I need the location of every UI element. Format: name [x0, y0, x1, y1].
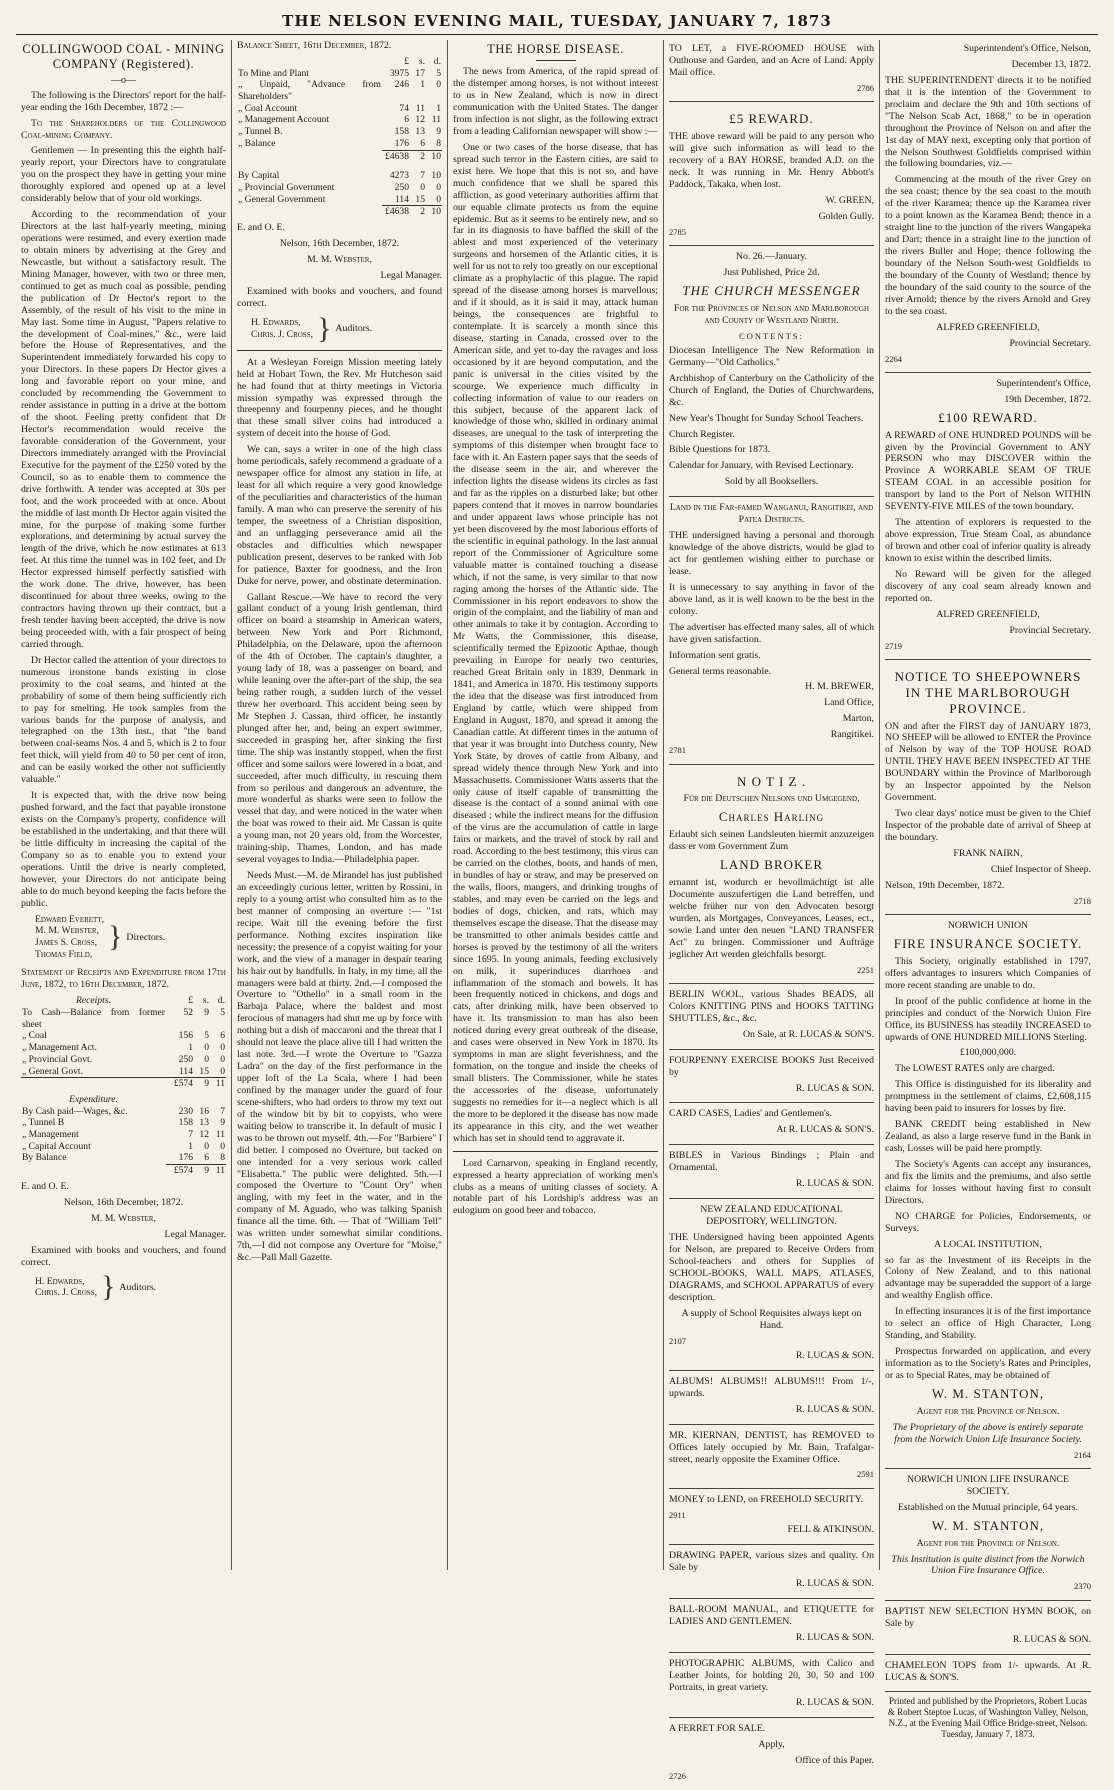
table-row: „ Coal 156 5 6 [22, 1030, 225, 1042]
ad-number: 2719 [885, 640, 902, 651]
ad-text: THE Undersigned having been appointed Agents for Nelson, are prepared to Receive Orders from School-teachers and others for Supplies of SCHOOL-BOOKS, WALL MAPS, ATLASES, DIAGRAMS, and SCHOOL APPARATUS of every description. [669, 1232, 874, 1303]
hymn-book-ad [885, 1603, 1091, 1655]
money-to-lend-ad [669, 1491, 874, 1545]
examined-note: Examined with books and vouchers, and found correct. [21, 1244, 226, 1268]
brace-icon: } [316, 311, 332, 345]
total-row: £574 9 11 [21, 1165, 226, 1177]
total-row: £4638 2 10 [237, 206, 442, 218]
ad-signature: R. LUCAS & SON. [795, 1697, 874, 1709]
scab-act-notice [885, 40, 1091, 373]
eoe: E. and O. E. [21, 1180, 69, 1192]
agent-title: Agent for the Province of Nelson. [916, 1405, 1060, 1417]
table-row: „ Unpaid, "Advance from Shareholders" 246 1 0 [238, 79, 441, 103]
ad-text: In proof of the public confidence at home in the principles and conduct of the Norwich Union Fire Office, its BUSINESS has steadily INCREASED to upwards of ONE HUNDRED MILLIONS Sterling. [885, 995, 1091, 1043]
director-name: Edward Everett, [35, 913, 105, 925]
land-ad [669, 499, 874, 764]
ad-place: Land Office, [824, 697, 874, 709]
ad-text: A FERRET FOR SALE. [669, 1723, 766, 1735]
ad-number: 2718 [1074, 895, 1091, 906]
col-shillings: s. [202, 995, 209, 1007]
report-paragraph: According to the recommendation of your Directors at the last half-yearly meeting, mining operations were resumed, and every exertion made to obtain miners by advertising at the Grey and Newcastle, but without a satisfactory result. The Mining Manager, however, with two or three men, continued to get as much coal as possible, pending the publication of Dr Hector's report to the Assembly, of the result of his visit to the mine in May last. Some time in August, "Papers relative to the development of Coal-mines," &c., were laid before the House of Representatives, and the Superintendent immediately forwarded his copy to your Directors. In these papers Dr Hector gives a long and favorable report on your mine, and concluded by recommending the Government to render assistance in putting in a drive at the bottom of the shoot. Feeling pretty confident that Dr Hector's recommendation would receive the favorable consideration of the Government, your Directors immediately arranged with the Provincial Executive for the payment of the £250 voted by the Council, so as to enable them to commence the drive forthwith. A tender was accepted at 30s per foot, and the work proceeded with at once. About the middle of last month Dr Hector again visited the mine, for the purpose of making some further explorations, and determining by actual survey the length of the drive, which he now estimates at 613 feet. At this time the tunnel was in 102 feet, and Dr Hector expressed himself perfectly satisfied with the work done. The drive, however, has been discontinued for about three weeks, owing to the contractors having thrown up their contract, but a fresh tender having been accepted, the drive is now being proceeded with, with a fair prospect of being carried through. [21, 209, 226, 650]
table-row: „ Provincial Government 250 0 0 [238, 181, 441, 193]
ad-text: BIBLES in Various Bindings ; Plain and Ornamental. [669, 1150, 874, 1174]
divider [453, 1151, 658, 1152]
ad-signature: FELL & ATKINSON. [787, 1524, 874, 1536]
bibles-ad [669, 1147, 874, 1199]
auditor-name: H. Edwards, [35, 1275, 85, 1287]
ad-text: The Society's Agents can accept any insurances, and fix the limits and the premiums, and also settle claims for losses without having first to consult Directors. [885, 1158, 1091, 1206]
table-row: „ Capital Account 1 0 0 [22, 1140, 225, 1152]
notice-signature: ALFRED GREENFIELD, [936, 321, 1040, 333]
ad-title: Land in the Far-famed Wanganui, Rangitikei, and Patea Districts. [669, 502, 874, 526]
table-row: „ Tunnel B 158 13 9 [22, 1117, 225, 1129]
manager-name: M. M. Webster, [91, 1212, 156, 1224]
col-pence: d. [217, 995, 225, 1007]
column-1 [16, 40, 232, 1570]
needs-must-paragraph: Needs Must.—M. de Mirandel has just published an exceedingly curious letter, written by Rossini, in reply to a young artist who consulted him as to the best manner of composing an overture :— "1st recipe. Wait till the evening before the first performance. Nothing excites inspiration like necessity; the presence of a copyist waiting for your work, and the view of a manager in despair tearing his hair out by handfulls. In Italy, in my time, all the managers were bald at thirty. 2nd.—I composed the Overture to "Othello" in a small room in the Barbaja Palace, where the baldest and most ferocious of managers had shut me up by force with nothing but a dish of maccaroni and the threat that I should not leave the place alive till I had written the last note. 3rd.—I wrote the Overture to "Gazza Ladra" on the day of the first performance in the upper loft of the La Scala, where I had been confined by the manager under the guard of four scene-shifters, who had orders to throw my text out of the window bit by bit to copyists, who were waiting below to transcribe it. In default of music I was to be thrown out myself. 4th.—For "Barbiere" I did better. I composed no Overture, but tacked on one intended for a very serious work called "Elisabetta." The public were delighted. 5th.—I composed the Overture to "Count Ory" when angling, with my feet in the water, and in the company of M. Aguado, who was talking Spanish finance all the time. 6th. — That of "William Tell" was written under somewhat similar conditions. 7th,—I did not compose any Overture for "Moïse," &c.—Pall Mall Gazette. [237, 870, 442, 1264]
carnarvon-paragraph: Lord Carnarvon, speaking in England recently, expressed a hearty appreciation of working men's clubs as a means of uniting classes of society. A notable part of his Lordship's address was an eulogium on good beer and tobacco. [453, 1157, 658, 1217]
ad-title: NEW ZEALAND EDUCATIONAL DEPOSITORY, WELLINGTON. [700, 1204, 843, 1228]
ad-number: 2591 [857, 1469, 874, 1480]
ad-text: Prospectus forwarded on application, and every information as to the Society's Rates and Principles, or as to Special Rates, may be obtained of [885, 1346, 1091, 1381]
notiz-ad [669, 767, 874, 984]
table-row: „ Balance 176 6 8 [238, 137, 441, 149]
berlin-wool-ad [669, 986, 874, 1050]
notice-title: Chief Inspector of Sheep. [990, 863, 1091, 875]
ad-number: 2786 [857, 82, 874, 93]
balance-sheet-table: £ s. d. To Mine and Plant 3975 17 5 „ Unpaid, "Advance from Shareholders" 246 1 0 „ Coal Account 74 11 1 „ Management Account 6 12 11 „ Tunnel B. 158 13 9 „ Balance 176 6 8 £4638 2 10 By Capital 4273 7 10 „ Provincial Government 250 0 0 „ General Government 114 15 0 £4638 2 10 [238, 55, 441, 218]
auditors-signature [251, 311, 442, 345]
dentist-ad [669, 1427, 874, 1489]
ad-title: NORWICH UNION [947, 920, 1029, 932]
brace-icon: } [100, 1270, 116, 1304]
masthead [16, 0, 1098, 35]
notice-date: December 13, 1872. [1011, 58, 1091, 70]
ad-text: MR. KIERNAN, DENTIST, has REMOVED to Offices lately occupied by Mr. Bain, Trafalgar-street, nearly opposite the Examiner Office. [669, 1429, 874, 1465]
ad-number: 2107 [669, 1335, 686, 1346]
hundred-pound-reward-notice [885, 375, 1091, 660]
ad-text: PHOTOGRAPHIC ALBUMS, with Calico and Leather Joints, for holding 20, 30, 50 and 100 Portraits, in great variety. [669, 1657, 874, 1693]
table-row: By Capital 4273 7 10 [238, 170, 441, 182]
ad-number: 2164 [1074, 1449, 1091, 1460]
to-let-ad [669, 40, 874, 102]
ad-text: THE above reward will be paid to any person who will give such information as will lead to the recovery of a BAY HORSE, branded A.D. on the neck. It was running in Mr. Henry Abbott's Paddock, Takaka, when lost. [669, 131, 874, 190]
auditors-signature [35, 1272, 226, 1302]
coal-company-title: COLLINGWOOD COAL - MINING COMPANY (Registered). [22, 42, 225, 72]
ad-signature: At R. LUCAS & SON'S. [776, 1124, 874, 1136]
ad-text: Apply, [758, 1739, 785, 1751]
auditor-name: Chris. J. Cross, [35, 1287, 97, 1299]
ad-text: DRAWING PAPER, various sizes and quality. On Sale by [669, 1550, 874, 1573]
horse-disease-body: One or two cases of the horse disease, that has spread such terror in the Eastern cities, are said to exist here. We hope that this is not so, and have much confidence that we shall be spared this affliction, as good veterinary authorities affirm that our equable climate protects us from the equine epidemic. But as it seems to be entirely new, and so far in its diagnosis to have baffled the skill of the ablest and most experienced of the veterinary surgeons and horsemen of the Atlantic cities, it is well for us not to rely too greatly on our exceptional climate as a prophylactic of this plague. The rapid spread of the disease among horses is marvellous; and if it should, as it is said it may, attack human beings, the consequences are frightful to contemplate. It is scarcely a month since this disease, starting in Canada, crossed over to the American side, and yet to-day the ravages and loss occasioned by it are beyond computation, and the panic is universal in the cities visited by the scourge. We experience much difficulty in collecting information of value to our readers on this subject, because of the apparent lack of knowledge of those who, skilled in ordinary animal diseases, are unequal to the task of interpreting the symptoms of this distemper when brought face to face with it. An Eastern paper says that the seeds of the disease seem in the air, and wherever the infection lights the disease widens its circles as fast and far as the ripples on a disturbed lake; but other papers contend that it moves in narrow boundaries and under apparent laws whose principle has not yet been discovered by the most laborious efforts of the scientific in equinal pathology. In the last annual report of the Commissioner of Agriculture some valuable matter is contained touching a disease which, if not the same, is very similar to that now raging among the horses of the Atlantic side. The Commissioner in his report endeavors to show the origin of the complaint, and the liability of man and other animals to take it by contagion. According to Mr Watts, the Commissioner, this disease, scientifically termed the Epizootic Apthae, though prevailing in Europe for nearly two centuries, reached Great Britain only in 1839, Denmark in 1841, and America in 1870. His testimony supports the idea that the disease was first introduced from England by cattle, which were shipped from England in August, 1870, and spread it among the Canadian cattle. At different times in the autumn of that year it was brought into Dutchess county, New York State, by droves of cattle from Albany, and spread widely thence through New York and into Massachusetts. Commissioner Watts asserts that the only cause of itself capable of transmitting the disease is the contact of a sound animal with one diseased ; while the indirect means for the diffusion of the virus are the accumulation of cattle in large fairs or markets, and the travel of stock by rail and road. According to the best testimony, this virus can be carried on the clothes, boots, and hands of men, in bundles of hay or straw, and may be preserved on the walls, floors, mangers, and drinking troughs of stables, and may even be carried on the legs and bodies of dogs, chicken, and rats, which may themselves escape the disease. That the disease may be transmitted to other animals besides cattle and horses is proved by the testimony of all the writers since 1695. In young animals, feeding exclusively on milk, it superinduces diarrhoea and inflammation of the stomach and bowels. It has been frequently noticed in chickens, and dogs and cats, after drinking milk, have been observed to have it. Its transmission to man has also been noticed during every great outbreak of the disease, and cases were observed in New York in 1870. Its symptoms in man are slight feverishness, and the formation, on the tongue and inside the cheeks of small blisters. The Commissioner, while he states the accessories of the disease, unfortunately suggests no remedies for it—a neglect which is all the more to be deplored it the disease has now made its appearance in this city, and the wet weather which has set in should tend to aggravate it. [453, 141, 658, 1144]
list-item: Archbishop of Canterbury on the Catholicity of the Church of England, the Duties of Churchwardens, &c. [669, 372, 874, 408]
notice-text: Commencing at the mouth of the river Grey on the sea coast; thence by the sea coast to the mouth of the river Karamea; thence up the Karamea river to a point known as the Karamea Bend; thence in a straight line to the junction of the rivers Wangapeka and Dart; thence in a straight line to the junction of the rivers Buller and Hope; thence following the boundary of the Nelson South-west Goldfields to the boundary of the County of Westland; thence by the boundary of the said county to the source of the river Arnold; thence by the rivers Arnold and Grey to the sea coast. [885, 174, 1091, 317]
ad-signature: Office of this Paper. [795, 1755, 874, 1767]
list-item: Church Register. [669, 428, 735, 440]
ad-subtitle: For the Provinces of Nelson and Marlborough and County of Westland North. [674, 302, 869, 326]
five-pound-reward-ad [669, 104, 874, 246]
expenditure-heading: Expenditure. [69, 1093, 118, 1105]
ad-text: CHAMELEON TOPS from 1/- upwards. At R. LUCAS & SON'S. [885, 1659, 1091, 1683]
table-row: „ Provincial Govt. 250 0 0 [22, 1053, 225, 1065]
notice-heading: £100 REWARD. [938, 409, 1038, 425]
table-row: „ Tunnel B. 158 13 9 [238, 126, 441, 138]
notice-text: The attention of explorers is requested to the above expression, True Steam Coal, as abundance of brown and other coal of inferior quality is already known to exist within the described limits. [885, 517, 1091, 564]
examined-note: Examined with books and vouchers, and found correct. [237, 285, 442, 309]
ad-text: Established on the Mutual principle, 64 years. [897, 1501, 1079, 1513]
ad-title: N O T I Z . [736, 773, 807, 789]
ad-text: BALL-ROOM MANUAL, and ETIQUETTE for LADIES AND GENTLEMEN. [669, 1603, 874, 1627]
director-name: James S. Cross, [35, 937, 98, 949]
table-row: „ General Govt. 114 15 0 [22, 1065, 225, 1077]
ad-price: Just Published, Price 2d. [723, 266, 820, 278]
manager-title: Legal Manager. [164, 1228, 226, 1240]
brace-icon: } [108, 920, 123, 954]
ad-text: MONEY to LEND, on FREEHOLD SECURITY. [669, 1493, 864, 1505]
divider [536, 60, 576, 61]
auditors-label: Auditors. [335, 322, 373, 334]
ad-signature: R. LUCAS & SON. [795, 1082, 874, 1094]
table-row: By Balance 176 6 8 [22, 1152, 225, 1164]
ad-place: Marton, [842, 713, 874, 725]
masthead-title: THE NELSON EVENING MAIL, TUESDAY, JANUARY 7, 1873 [282, 12, 832, 30]
separator: —o— [111, 74, 136, 86]
ad-signature: On Sale, at R. LUCAS & SON'S. [742, 1028, 874, 1040]
ad-text: It is unnecessary to say anything in favor of the above land, as it is well known to be the best in the colony. [669, 581, 874, 617]
ad-text: Erlaubt sich seinen Landsleuten hiermit anzuzeigen dass er vom Government Zum [669, 829, 874, 853]
horse-disease-title: THE HORSE DISEASE. [487, 42, 624, 56]
drawing-paper-ad [669, 1547, 874, 1599]
manager-title: Legal Manager. [380, 269, 442, 281]
notice-text: THE SUPERINTENDENT directs it to be notified that it is the intention of the Government to proclaim and declare the 9th and 10th sections of "The Nelson Scab Act, 1868," to be in operation throughout the Province of Nelson on and after the 1st day of MAY next, excepting only that portion of the Nelson Southwest Goldfields comprised within the following boundaries, viz.— [885, 74, 1091, 170]
place-date: Nelson, 16th December, 1872. [279, 238, 400, 250]
column-5 [880, 40, 1096, 1740]
ad-number: 2781 [669, 745, 686, 756]
horse-disease-intro: The news from America, of the rapid spread of the distemper among horses, is not without interest to us in New Zealand, which is now in direct communication with the United States. The danger from infection is not slight, as the following extract from a leading Californian newspaper will show :— [453, 66, 658, 137]
column-3 [448, 40, 664, 1570]
table-row: „ Coal Account 74 11 1 [238, 102, 441, 114]
statement-title: Statement of Receipts and Expenditure from 17th June, 1872, to 16th December, 1872. [21, 967, 226, 991]
ad-note: This Institution is quite distinct from the Norwich Union Fire Insurance Office. [891, 1553, 1085, 1577]
ad-text: TO LET, a FIVE-ROOMED HOUSE with Outhouse and Garden, and an Acre of Land. Apply Mail office. [669, 43, 874, 78]
col-pounds: £ [188, 995, 193, 1007]
notice-title: Provincial Secretary. [1009, 624, 1091, 636]
ad-title: FIRE INSURANCE SOCIETY. [893, 936, 1083, 952]
directors-label: Directors. [126, 931, 166, 943]
list-item: Diocesan Intelligence The New Reformation in Germany—"Old Catholics." [669, 344, 874, 368]
ad-number: 2785 [669, 226, 686, 237]
contents-label: CONTENTS: [739, 330, 804, 341]
ad-text: General terms reasonable. [669, 665, 772, 677]
table-row: „ Management Account 6 12 11 [238, 114, 441, 126]
ad-title: £5 REWARD. [729, 111, 814, 127]
directors-signature [35, 914, 226, 962]
agent-name: W. M. STANTON, [931, 1517, 1045, 1533]
notice-signature: ALFRED GREENFIELD, [936, 608, 1040, 620]
ad-text: FOURPENNY EXERCISE BOOKS Just Received by [669, 1054, 874, 1078]
ad-text: THE undersigned having a personal and thorough knowledge of the above districts, would be glad to act for gentlemen wishing either to purchase or lease. [669, 530, 874, 577]
ad-amount: £100,000,000. [959, 1047, 1017, 1059]
ad-place: Rangitikei. [830, 729, 874, 741]
ad-text: BANK CREDIT being established in New Zealand, as also a large reserve fund in the Bank in cash, Losses will be paid here promptly. [885, 1119, 1091, 1154]
ad-number: 2726 [669, 1771, 686, 1782]
auditors-label: Auditors. [119, 1281, 157, 1293]
norwich-fire-ad [885, 917, 1091, 1469]
writer-paragraph: We can, says a writer in one of the high class home periodicals, safely recommend a graduate of a newspaper office for almost any station in life, at least for all which require a very good knowledge of the peculiarities and characteristics of the human family. A man who can preserve the serenity of his temper, the sweetness of a Christian disposition, and an unflagging perseverance amid all the obstacles and difficulties which newspaper publication present, deserves to be ranked with Job for patience, Baxter for goodness, and the Iron Duke for nerve, power, and obstinate determination. [237, 444, 442, 587]
list-item: Calendar for January, with Revised Lectionary. [669, 460, 854, 472]
ad-signature: R. LUCAS & SON. [795, 1349, 874, 1361]
report-paragraph: It is expected that, with the drive now being pushed forward, and the fact that payable ironstone exists on the Company's property, confidence will be established in the undertaking, and that there will be little difficulty in increasing the capital of the Company so as to enable you to extend your operations. Until the drive is nearly completed, however, your Directors do not anticipate being able to do much beyond keeping the facts before the public. [21, 790, 226, 909]
ad-number: 2264 [885, 353, 902, 364]
sheepowners-notice [885, 662, 1091, 915]
church-messenger-ad [669, 248, 874, 497]
columns [16, 40, 1098, 1782]
ad-title: THE CHURCH MESSENGER [682, 282, 861, 298]
ad-name: Charles Harling [718, 809, 825, 825]
ad-text: A supply of School Requisites always kept on Hand. [681, 1307, 862, 1331]
list-item: Bible Questions for 1873. [669, 444, 771, 456]
ad-subtitle: A LOCAL INSTITUTION, [934, 1238, 1042, 1250]
educational-depository-ad [669, 1201, 874, 1371]
ad-signature: R. LUCAS & SON. [795, 1577, 874, 1589]
notice-text: No Reward will be given for the alleged discovery of any coal seam already known and reported on. [885, 568, 1091, 604]
notice-text: Two clear days' notice must be given to the Chief Inspector of the probable date of arrival of Sheep at the boundary. [885, 808, 1091, 843]
eoe: E. and O. E. [237, 222, 285, 234]
table-row: By Cash paid—Wages, &c. 230 16 7 [22, 1105, 225, 1117]
ballroom-manual-ad [669, 1601, 874, 1653]
report-paragraph: Gentlemen — In presenting this the eighth half-yearly report, your Directors have to congratulate you on the prospect they have in getting your mine thoroughly explored and opened up at a level considerably below that of your old workings. [21, 145, 226, 205]
gallant-rescue-paragraph: Gallant Rescue.—We have to record the very gallant conduct of a young Irish gentleman, third officer on board a steamship in American waters, between New York and Port Richmond, Philadelphia, on the Delaware, upon the afternoon of the 4th of October. The captain's daughter, a young lady of 18, was a passenger on board, and while leaning over the after-part of the ship, the sea being rather rough, a sudden lurch of the vessel threw her overboard. This accident being seen by Mr Stephen J. Cassan, third officer, he instantly plunged after her, and, being an expert swimmer, succeeded in grasping her, after sinking the first time. The ship was instantly stopped, when the first officer and some sailors were lowered in a boat, and succeeded, after much difficulty, in rescuing them from so perilous and dangerous an adventure, the more wonderful as sharks were seen to follow the vessel that day, and were noticed in the water when the boat was rowed to their aid. Mr Cassan is quite a young man, not 20 years old, from the Worcester, training-ship, Thames, London, and has made several voyages to India.—Philadelphia paper. [237, 591, 442, 866]
ferret-ad [669, 1720, 874, 1789]
ad-note: The Proprietary of the above is entirely separate from the Norwich Union Life Insurance Society. [892, 1421, 1084, 1445]
ad-signature: R. LUCAS & SON. [795, 1178, 874, 1190]
exercise-books-ad [669, 1052, 874, 1104]
auditor-name: Chris. J. Cross, [251, 328, 313, 340]
ad-text: so far as the Investment of its Receipts in the Colony of New Zealand, and to this national advantage may be superadded the support of a large and wealthy English office. [885, 1254, 1091, 1302]
ad-number: 2911 [669, 1509, 686, 1520]
ad-subtitle: Für die Deutschen Nelsons und Umgegend, [683, 793, 860, 805]
notice-date: 19th December, 1872. [1004, 393, 1091, 405]
agent-name: W. M. STANTON, [931, 1385, 1045, 1401]
column-2 [232, 40, 448, 1570]
receipts-table [21, 995, 226, 1177]
ad-text: This Society, originally established in 1797, offers advantages to insurers which Companies of more recent standing are unable to do. [885, 955, 1091, 991]
table-row: „ General Government 114 15 0 [238, 193, 441, 205]
notice-heading: NOTICE TO SHEEPOWNERS IN THE MARLBOROUGH PROVINCE. [894, 668, 1082, 716]
ad-text: This Office is distinguished for its liberality and promptness in the settlement of claims, £2,608,115 having been paid to insurers for losses by fire. [885, 1079, 1091, 1115]
ad-place: Golden Gully. [818, 210, 874, 222]
albums-ad [669, 1373, 874, 1425]
imprint: Printed and published by the Proprietors, Robert Lucas & Robert Steptoe Lucas, of Washington Valley, Nelson, N.Z., at the Evening Mail Office Bridge-street, Nelson. Tuesday, January 7, 1873. [887, 1696, 1089, 1740]
ad-text: NO CHARGE for Policies, Endorsements, or Surveys. [885, 1210, 1091, 1234]
ad-issue: No. 26.—January. [735, 250, 808, 262]
list-item: New Year's Thought for Sunday School Teachers. [669, 412, 864, 424]
report-paragraph: Dr Hector called the attention of your directors to numerous ironstone bands existing in close proximity to the coal seams, and hinted at the probability of some of them being sufficiently rich to pay for smelting. He took samples from the various bands for the purpose of analysis, and telegraphed on the 13th inst., that "the band between coal-seams Nos. 4 and 5, which is 2 to four feet thick, will yield from 40 to 50 per cent of iron, and can be easily worked the other not sufficiently valuable." [21, 654, 226, 786]
manager-name: M. M. Webster, [307, 253, 372, 265]
ad-text: BERLIN WOOL, various Shades BEADS, all Colors KNITTING PINS and HOOKS TATTING SHUTTLES, &c., &c. [669, 988, 874, 1024]
ad-signature: W. GREEN, [825, 194, 874, 206]
receipts-heading: Receipts. [76, 995, 111, 1007]
notice-office: Superintendent's Office, Nelson, [963, 43, 1091, 54]
director-name: M. M. Webster, [35, 925, 99, 937]
ad-signature: R. LUCAS & SON. [795, 1631, 874, 1643]
table-row: To Mine and Plant 3975 17 5 [238, 67, 441, 79]
notice-title: Provincial Secretary. [1009, 337, 1091, 349]
norwich-life-ad [885, 1471, 1091, 1601]
ad-text: The advertiser has effected many sales, all of which have given satisfaction. [669, 621, 874, 645]
photo-albums-ad [669, 1655, 874, 1719]
total-row: £4638 2 10 [237, 150, 442, 162]
card-cases-ad [669, 1105, 874, 1145]
report-intro: The following is the Directors' report for the half-year ending the 16th December, 1872 :— [21, 89, 226, 113]
ad-text: ALBUMS! ALBUMS!! ALBUMS!!! From 1/-, upwards. [669, 1375, 874, 1399]
ad-number: 2370 [1074, 1581, 1091, 1592]
table-row: „ Management 7 12 11 [22, 1129, 225, 1141]
ad-text: CARD CASES, Ladies' and Gentlemen's. [669, 1108, 832, 1120]
notice-text: ON and after the FIRST day of JANUARY 1873, NO SHEEP will be allowed to ENTER the Province of Nelson by way of the TOP HOUSE ROAD UNTIL THEY HAVE BEEN INSPECTED AT THE BOUNDARY within the Province of Marlborough by an Inspector appointed by the Nelson Government. [885, 720, 1091, 804]
ad-signature: H. M. BREWER, [805, 681, 874, 693]
ad-text: In effecting insurances it is of the first importance to select an office of High Character, Long Standing, and Stability. [885, 1306, 1091, 1342]
notice-signature: FRANK NAIRN, [953, 847, 1023, 859]
balance-sheet-title: Balance Sheet, 16th December, 1872. [237, 40, 392, 51]
notice-date: Nelson, 19th December, 1872. [885, 879, 1005, 891]
place-date: Nelson, 16th December, 1872. [63, 1196, 184, 1208]
director-name: Thomas Field, [35, 949, 93, 961]
ad-text: BAPTIST NEW SELECTION HYMN BOOK, on Sale by [885, 1605, 1091, 1629]
table-row: „ Management Act. 1 0 0 [22, 1042, 225, 1054]
ad-number: 2251 [857, 964, 874, 975]
ad-title: LAND BROKER [719, 857, 824, 873]
auditor-name: H. Edwards, [251, 316, 301, 328]
ad-signature: R. LUCAS & SON. [795, 1403, 874, 1415]
table-row: To Cash—Balance from former sheet 52 9 5 [22, 1007, 225, 1030]
notice-office: Superintendent's Office, [996, 377, 1091, 389]
ad-note: Sold by all Booksellers. [724, 476, 819, 488]
notice-text: A REWARD of ONE HUNDRED POUNDS will be given by the Provincial Government to ANY PERSON who may DISCOVER within the Province A WORKABLE SEAM OF TRUE STEAM COAL in an accessible position for transport by land to the Port of Nelson WITHIN SEVENTY-FIVE MILES of the town boundary. [885, 429, 1091, 513]
report-address: To the Shareholders of the Collingwood Coal-mining Company. [21, 117, 226, 141]
ad-signature: R. LUCAS & SON. [1012, 1633, 1091, 1645]
wesleyan-paragraph: At a Wesleyan Foreign Mission meeting lately held at Hobart Town, the Rev. Mr Hutcheson said he had found that at thirty meetings in Victoria mission sympathy was expressed through the threepenny and fourpenny pieces, and he thought that these small silver coins had introduced a system of deceit into the house of God. [237, 356, 442, 440]
chameleon-tops-ad [885, 1657, 1091, 1693]
divider [237, 350, 442, 351]
ad-text: Information sent gratis. [669, 649, 761, 661]
agent-title: Agent for the Province of Nelson. [916, 1537, 1060, 1549]
ad-text: ernannt ist, wodurch er bevollmächtigt ist alle Documente auszufertigen die Land betreffen, und welche früher nur von den Advocaten besorgt wurden, als Mortgages, Conveyances, Leases, ect., sowie Land unter den neuen "LAND TRANSFER Act" zu bringen. Commissioner und Aufträge jeglicher Art werden gleichfalls besorgt. [669, 876, 874, 960]
ad-text: The LOWEST RATES only are charged. [895, 1063, 1055, 1075]
ad-title: NORWICH UNION LIFE INSURANCE SOCIETY. [907, 1473, 1069, 1497]
total-row: £574 9 11 [21, 1078, 226, 1090]
column-4 [664, 40, 880, 1782]
